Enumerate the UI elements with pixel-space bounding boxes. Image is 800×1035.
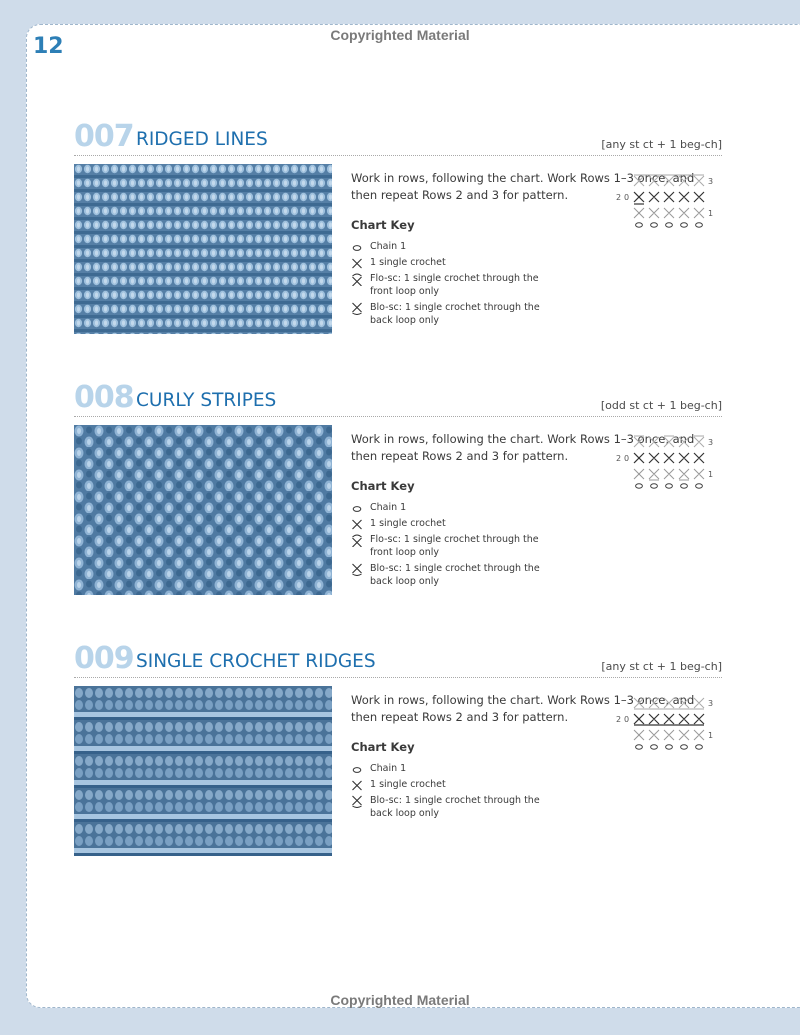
chart-key-item [351,272,551,298]
row-label-2: 2 [616,193,622,202]
chart-key-item [351,301,551,327]
stitch-count-note: [any st ct + 1 beg-ch] [601,660,722,673]
chart-key-item [351,517,551,530]
swatch-photo-curly-stripes [74,425,332,595]
row-label-3: 3 [708,438,714,447]
chart-key-text: 1 single crochet [370,518,446,529]
pattern-title: CURLY STRIPES [136,390,277,411]
chart-key-item [351,778,551,791]
copyright-top: Copyrighted Material [330,27,470,43]
pattern-description: Work in rows, following the chart. Work Rows 1–3 once, and then repeat Rows 2 and 3 for pattern. [351,171,695,202]
blo-sc-icon [351,302,363,315]
chart-key-item [351,794,551,820]
chart-key-text: Chain 1 [370,241,407,252]
stitch-chart [614,431,724,491]
row-label-1: 1 [708,209,714,218]
chart-key-text: Blo-sc: 1 single crochet through the back loop only [370,795,540,819]
chart-key-item [351,240,551,253]
single-crochet-icon [351,779,363,792]
chart-key-title: Chart Key [351,479,415,493]
chart-key-list [351,240,551,330]
section-header [74,119,722,156]
chart-key-text: 1 single crochet [370,257,446,268]
flo-sc-icon [351,534,363,547]
chart-key-item [351,501,551,514]
chart-key-list [351,501,551,591]
pattern-title: RIDGED LINES [136,129,268,150]
blo-sc-icon [351,563,363,576]
chart-key-text: Chain 1 [370,763,407,774]
chart-key-item [351,562,551,588]
turn-label-2: 0 [624,715,630,724]
flo-sc-icon [351,273,363,286]
blo-sc-icon [351,795,363,808]
row-label-3: 3 [708,699,714,708]
row-label-2: 2 [616,454,622,463]
row-label-1: 1 [708,731,714,740]
chain-icon [351,502,363,515]
chart-key-text: Chain 1 [370,502,407,513]
swatch-photo-single-crochet-ridges [74,686,332,856]
pattern-section-007 [74,119,722,347]
chart-key-text: Blo-sc: 1 single crochet through the back loop only [370,302,540,326]
chart-key-title: Chart Key [351,218,415,232]
swatch-photo-ridged-lines [74,164,332,334]
pattern-section-008 [74,380,722,608]
row-label-2: 2 [616,715,622,724]
single-crochet-icon [351,518,363,531]
pattern-number: 009 [74,641,134,676]
chain-icon [351,763,363,776]
section-header [74,641,722,678]
chart-key-title: Chart Key [351,740,415,754]
chart-key-item [351,256,551,269]
pattern-description: Work in rows, following the chart. Work Rows 1–3 once, and then repeat Rows 2 and 3 for pattern. [351,432,695,463]
turn-label-2: 0 [624,193,630,202]
single-crochet-icon [351,257,363,270]
copyright-bottom: Copyrighted Material [330,992,470,1008]
stitch-count-note: [any st ct + 1 beg-ch] [601,138,722,151]
pattern-description: Work in rows, following the chart. Work Rows 1–3 once, and then repeat Rows 2 and 3 for pattern. [351,693,695,724]
section-header [74,380,722,417]
page-number: 12 [33,34,64,59]
chart-key-item [351,762,551,775]
stitch-chart [614,692,724,752]
chart-key-text: 1 single crochet [370,779,446,790]
chart-key-text: Flo-sc: 1 single crochet through the front loop only [370,273,539,297]
row-label-1: 1 [708,470,714,479]
chart-key-list [351,762,551,823]
chart-key-text: Flo-sc: 1 single crochet through the front loop only [370,534,539,558]
pattern-number: 007 [74,119,134,154]
turn-label-2: 0 [624,454,630,463]
chart-key-item [351,533,551,559]
stitch-chart [614,170,724,230]
pattern-number: 008 [74,380,134,415]
pattern-section-009 [74,641,722,869]
stitch-count-note: [odd st ct + 1 beg-ch] [600,399,722,412]
row-label-3: 3 [708,177,714,186]
pattern-title: SINGLE CROCHET RIDGES [136,651,376,672]
chart-key-text: Blo-sc: 1 single crochet through the back loop only [370,563,540,587]
chain-icon [351,241,363,254]
